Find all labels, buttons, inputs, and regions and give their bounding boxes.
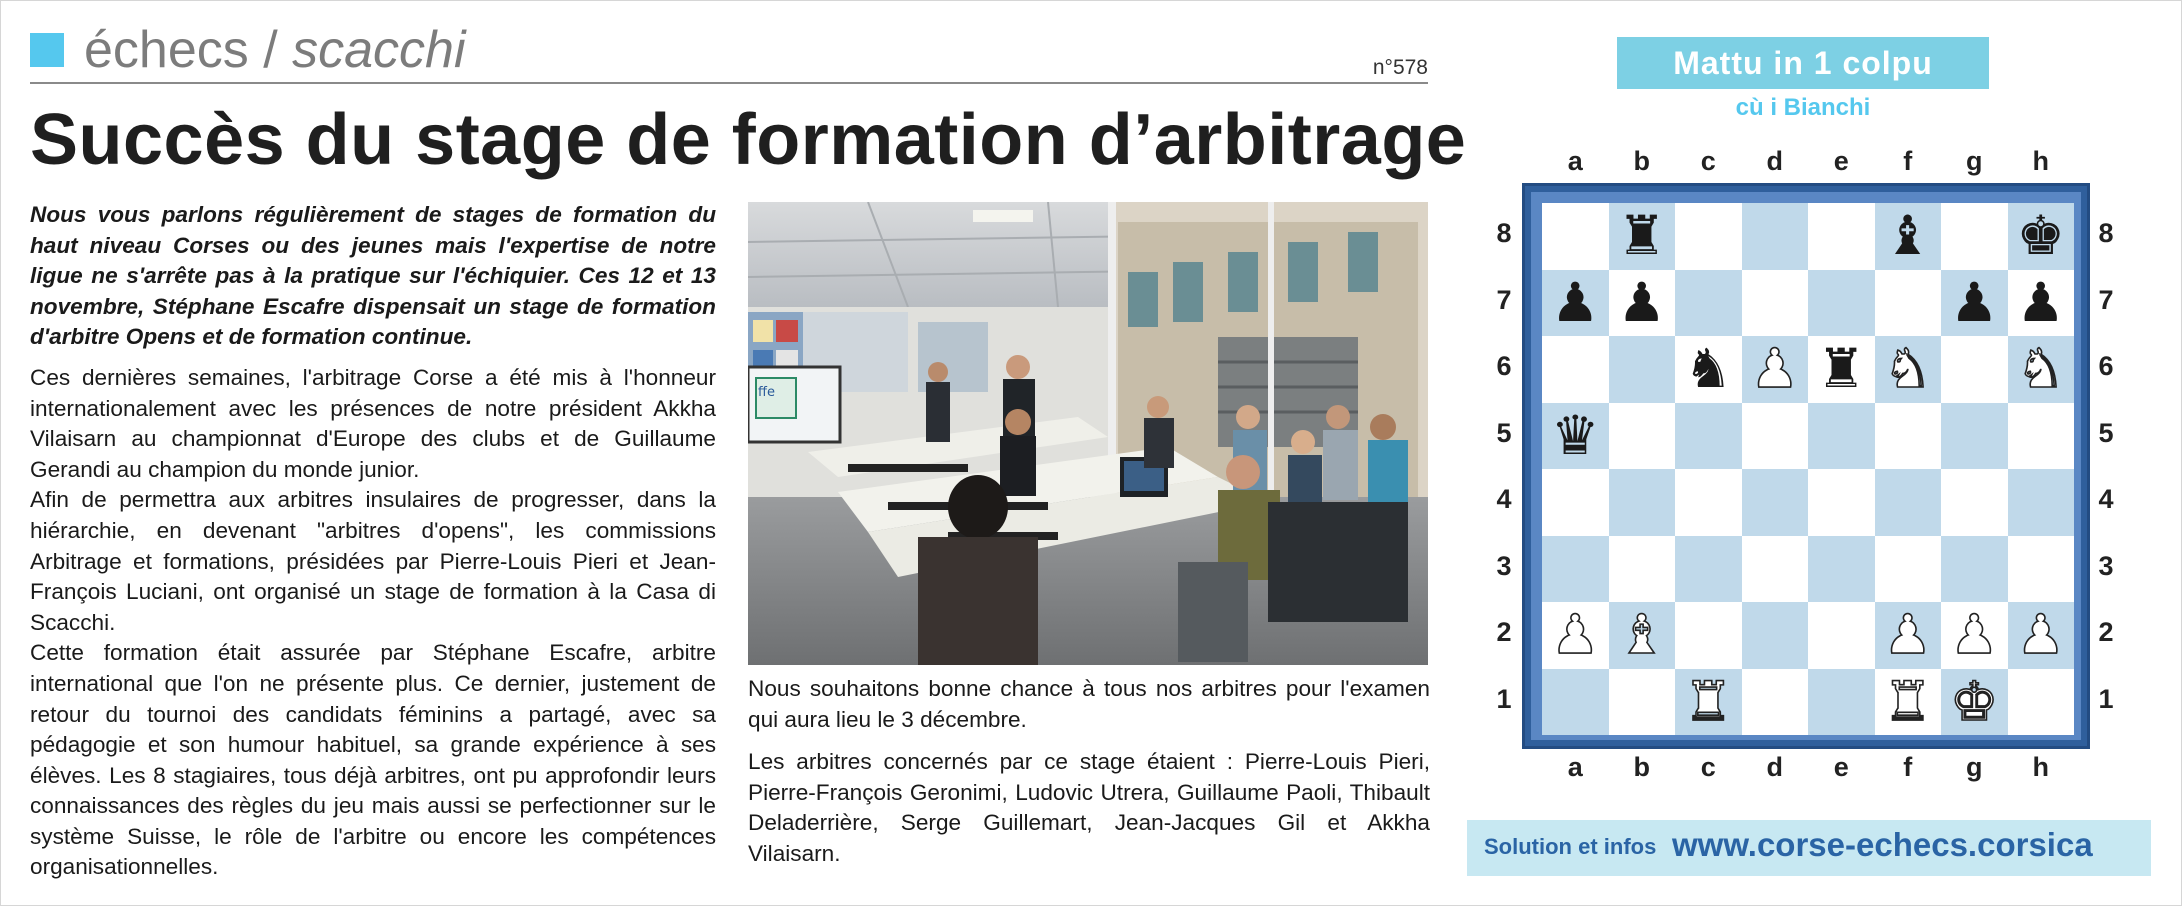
square-g7[interactable] xyxy=(1941,270,2008,337)
black-rook-icon[interactable]: ♜ xyxy=(1617,204,1666,268)
caption-paragraph-2: Les arbitres concernés par ce stage étaient : Pierre-Louis Pieri, Pierre-François Geronimi, Ludovic Utrera, Guillaume Paoli, Thibault Deladerrière, Serge Guillemart, Jean-Jacques Gil et Akkha Vilaisarn. xyxy=(748,749,1430,866)
square-d1[interactable] xyxy=(1742,669,1809,736)
square-c3[interactable] xyxy=(1675,536,1742,603)
square-c2[interactable] xyxy=(1675,602,1742,669)
square-g2[interactable] xyxy=(1941,602,2008,669)
square-c5[interactable] xyxy=(1675,403,1742,470)
square-f3[interactable] xyxy=(1875,536,1942,603)
square-g1[interactable] xyxy=(1941,669,2008,736)
black-pawn-icon[interactable]: ♟ xyxy=(2016,270,2065,334)
square-d6[interactable] xyxy=(1742,336,1809,403)
square-a1[interactable] xyxy=(1542,669,1609,736)
article-left-column xyxy=(30,200,716,883)
rank-labels-left xyxy=(1484,200,1524,732)
square-h6[interactable] xyxy=(2008,336,2075,403)
rank-label: 8 xyxy=(1496,218,1512,248)
square-f7[interactable] xyxy=(1875,270,1942,337)
rank-label: 1 xyxy=(1496,683,1512,714)
rank-label: 1 xyxy=(2098,683,2114,714)
square-h5[interactable] xyxy=(2008,403,2075,470)
square-a3[interactable] xyxy=(1542,536,1609,603)
rank-label: 8 xyxy=(2098,218,2114,248)
square-d7[interactable] xyxy=(1742,270,1809,337)
screen-text: ffe xyxy=(758,385,775,400)
square-f4[interactable] xyxy=(1875,469,1942,536)
square-d3[interactable] xyxy=(1742,536,1809,603)
square-g3[interactable] xyxy=(1941,536,2008,603)
article-paragraph-2: Afin de permettra aux arbitres insulaires de progresser, dans la hiérarchie, en devenant "arbitres d'opens", les commissions Arbitrage et formations, présidées par Pierre-Louis Pieri et Jean-François Luciani, ont organisé un stage de formation à la Casa di Scacchi. xyxy=(30,487,716,635)
square-a7[interactable] xyxy=(1542,270,1609,337)
square-g4[interactable] xyxy=(1941,469,2008,536)
white-pawn-icon[interactable]: ♟ xyxy=(1551,603,1600,667)
square-e3[interactable] xyxy=(1808,536,1875,603)
square-a2[interactable] xyxy=(1542,602,1609,669)
header-rule xyxy=(30,82,1428,84)
caption-paragraph-1: Nous souhaitons bonne chance à tous nos arbitres pour l'examen qui aura lieu le 3 décembre. xyxy=(748,676,1430,732)
black-knight-icon[interactable]: ♞ xyxy=(1684,337,1733,401)
headline: Succès du stage de formation d’arbitrage xyxy=(30,100,1467,180)
white-bishop-icon[interactable]: ♝ xyxy=(1617,603,1666,667)
file-label: a xyxy=(1567,146,1583,176)
rank-label: 2 xyxy=(1496,617,1512,647)
black-bishop-icon[interactable]: ♝ xyxy=(1883,204,1932,268)
square-f5[interactable] xyxy=(1875,403,1942,470)
rank-label: 4 xyxy=(2098,484,2114,514)
file-label: d xyxy=(1766,752,1783,782)
square-f6[interactable] xyxy=(1875,336,1942,403)
article-right-column xyxy=(748,674,1430,882)
training-photo xyxy=(748,202,1428,665)
square-h1[interactable] xyxy=(2008,669,2075,736)
square-b4[interactable] xyxy=(1609,469,1676,536)
rank-label: 6 xyxy=(2098,351,2114,381)
square-d5[interactable] xyxy=(1742,403,1809,470)
black-pawn-icon[interactable]: ♟ xyxy=(1551,270,1600,334)
rank-labels-right xyxy=(2086,200,2126,732)
square-b7[interactable] xyxy=(1609,270,1676,337)
file-labels-top xyxy=(1542,146,2074,176)
square-d2[interactable] xyxy=(1742,602,1809,669)
square-h8[interactable] xyxy=(2008,203,2075,270)
file-label: f xyxy=(1903,752,1913,782)
rank-label: 7 xyxy=(2098,284,2114,315)
file-label: a xyxy=(1567,752,1583,782)
square-b8[interactable] xyxy=(1609,203,1676,270)
black-pawn-icon[interactable]: ♟ xyxy=(1617,270,1666,334)
white-knight-icon[interactable]: ♞ xyxy=(2016,337,2065,401)
square-e7[interactable] xyxy=(1808,270,1875,337)
square-a8[interactable] xyxy=(1542,203,1609,270)
square-b5[interactable] xyxy=(1609,403,1676,470)
black-queen-icon[interactable]: ♛ xyxy=(1551,403,1600,467)
square-c8[interactable] xyxy=(1675,203,1742,270)
white-pawn-icon[interactable]: ♟ xyxy=(1950,603,1999,667)
file-label: d xyxy=(1766,146,1783,176)
file-labels-bottom xyxy=(1542,752,2074,782)
black-pawn-icon[interactable]: ♟ xyxy=(1950,270,1999,334)
square-a5[interactable] xyxy=(1542,403,1609,470)
white-pawn-icon[interactable]: ♟ xyxy=(2016,603,2065,667)
file-label: b xyxy=(1633,752,1650,782)
file-label: g xyxy=(1966,146,1983,176)
footer-label: Solution et infos xyxy=(1484,834,1657,859)
square-f8[interactable] xyxy=(1875,203,1942,270)
black-rook-icon[interactable]: ♜ xyxy=(1817,337,1866,401)
article-lead: Nous vous parlons régulièrement de stages de formation du haut niveau Corses ou des jeunes mais l'expertise de notre ligue ne s'arrête pas à la pratique sur l'échiquier. Ces 12 et 13 novembre, Stéphane Escafre dispensait un stage de formation d'arbitre Opens et de formation continue. xyxy=(30,202,716,350)
square-c7[interactable] xyxy=(1675,270,1742,337)
article-paragraph-3: Cette formation était assurée par Stéphane Escafre, arbitre international que l'on ne présente plus. Ce dernier, justement de retour du tournoi des candidats féminins a partagé, avec sa pédagogie et son humour habituel, sa grande expérience à ses élèves. Les 8 stagiaires, tous déjà arbitres, ont pu approfondir leurs connaissances des règles du jeu mais aussi se perfectionner sur le système Suisse, le rôle de l'arbitre ou encore les compétences organisationnelles. xyxy=(30,640,716,880)
square-e4[interactable] xyxy=(1808,469,1875,536)
square-c4[interactable] xyxy=(1675,469,1742,536)
square-e2[interactable] xyxy=(1808,602,1875,669)
white-rook-icon[interactable]: ♜ xyxy=(1883,669,1932,733)
rank-label: 3 xyxy=(2098,550,2114,581)
footer-url[interactable]: www.corse-echecs.corsica xyxy=(1672,826,2093,863)
white-knight-icon[interactable]: ♞ xyxy=(1883,337,1932,401)
black-king-icon[interactable]: ♚ xyxy=(2016,204,2065,268)
square-h2[interactable] xyxy=(2008,602,2075,669)
square-e1[interactable] xyxy=(1808,669,1875,736)
rank-label: 2 xyxy=(2098,617,2114,647)
square-b2[interactable] xyxy=(1609,602,1676,669)
file-label: e xyxy=(1833,752,1849,782)
puzzle-title: Mattu in 1 colpu xyxy=(1617,37,1989,89)
article-paragraph-1: Ces dernières semaines, l'arbitrage Corse a été mis à l'honneur internationalement avec les présences de notre président Akkha Vilaisarn au championnat d'Europe des clubs et de Guillaume Gerandi au champion du monde junior. xyxy=(30,364,716,482)
square-h7[interactable] xyxy=(2008,270,2075,337)
square-a6[interactable] xyxy=(1542,336,1609,403)
square-c1[interactable] xyxy=(1675,669,1742,736)
chess-board xyxy=(1542,203,2074,735)
rank-label: 3 xyxy=(1496,550,1512,581)
puzzle-subtitle: cù i Bianchi xyxy=(1735,94,1871,121)
square-h3[interactable] xyxy=(2008,536,2075,603)
rank-label: 6 xyxy=(1496,351,1512,381)
square-g6[interactable] xyxy=(1941,336,2008,403)
rank-label: 4 xyxy=(1496,484,1512,514)
square-e6[interactable] xyxy=(1808,336,1875,403)
white-pawn-icon[interactable]: ♟ xyxy=(1750,337,1799,401)
square-b6[interactable] xyxy=(1609,336,1676,403)
square-f1[interactable] xyxy=(1875,669,1942,736)
file-label: e xyxy=(1833,146,1849,176)
rank-label: 7 xyxy=(1496,284,1512,315)
square-e8[interactable] xyxy=(1808,203,1875,270)
file-label: h xyxy=(2032,752,2049,782)
rubric-title: échecs / scacchi xyxy=(84,21,466,79)
file-label: f xyxy=(1903,146,1913,176)
white-pawn-icon[interactable]: ♟ xyxy=(1883,603,1932,667)
file-label: c xyxy=(1700,146,1716,176)
square-h4[interactable] xyxy=(2008,469,2075,536)
square-e5[interactable] xyxy=(1808,403,1875,470)
square-f2[interactable] xyxy=(1875,602,1942,669)
square-g8[interactable] xyxy=(1941,203,2008,270)
file-label: g xyxy=(1966,752,1983,782)
rank-label: 5 xyxy=(2098,417,2114,448)
rubric xyxy=(30,20,466,80)
square-d4[interactable] xyxy=(1742,469,1809,536)
rubric-square-icon xyxy=(30,33,64,67)
file-label: c xyxy=(1700,752,1716,782)
white-rook-icon[interactable]: ♜ xyxy=(1684,669,1733,733)
square-b1[interactable] xyxy=(1609,669,1676,736)
file-label: b xyxy=(1633,146,1650,176)
square-d8[interactable] xyxy=(1742,203,1809,270)
square-g5[interactable] xyxy=(1941,403,2008,470)
rank-label: 5 xyxy=(1496,417,1512,448)
square-b3[interactable] xyxy=(1609,536,1676,603)
issue-number: n°578 xyxy=(1372,56,1428,79)
square-c6[interactable] xyxy=(1675,336,1742,403)
white-king-icon[interactable]: ♚ xyxy=(1950,669,1999,733)
file-label: h xyxy=(2032,146,2049,176)
square-a4[interactable] xyxy=(1542,469,1609,536)
